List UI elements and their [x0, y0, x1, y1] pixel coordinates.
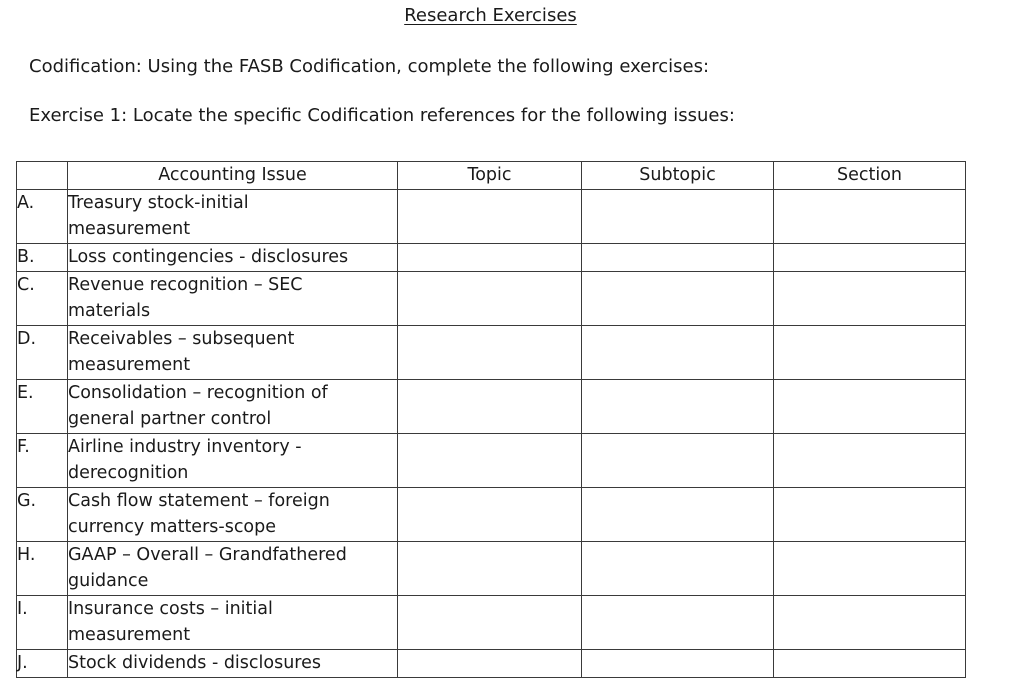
section-cell[interactable] — [774, 650, 966, 678]
issue-text: Cash flow statement – foreign currency matters-scope — [68, 491, 330, 537]
codification-instructions: Codification: Using the FASB Codification, complete the following exercises: — [29, 56, 710, 77]
header-topic: Topic — [398, 162, 582, 190]
section-cell[interactable] — [774, 488, 966, 542]
subtopic-cell[interactable] — [582, 272, 774, 326]
issue-text: Consolidation – recognition of general partner control — [68, 383, 328, 429]
topic-cell[interactable] — [398, 380, 582, 434]
header-letter — [17, 162, 68, 190]
section-cell[interactable] — [774, 434, 966, 488]
subtopic-cell[interactable] — [582, 380, 774, 434]
section-cell[interactable] — [774, 272, 966, 326]
issue-text: Revenue recognition – SEC materials — [68, 275, 303, 321]
exercise-1-prompt: Exercise 1: Locate the specific Codification references for the following issues: — [29, 105, 735, 126]
row-letter: E. — [17, 380, 68, 434]
header-subtopic: Subtopic — [582, 162, 774, 190]
document-title — [0, 4, 981, 28]
issue-text: Airline industry inventory - derecognition — [68, 437, 302, 483]
row-issue — [68, 190, 398, 244]
table-row — [17, 380, 966, 434]
topic-cell[interactable] — [398, 244, 582, 272]
table-row — [17, 596, 966, 650]
table-row — [17, 272, 966, 326]
row-letter: A. — [17, 190, 68, 244]
topic-cell[interactable] — [398, 272, 582, 326]
row-issue — [68, 542, 398, 596]
subtopic-cell[interactable] — [582, 596, 774, 650]
row-letter: C. — [17, 272, 68, 326]
subtopic-cell[interactable] — [582, 244, 774, 272]
table-row — [17, 244, 966, 272]
topic-cell[interactable] — [398, 542, 582, 596]
row-letter: F. — [17, 434, 68, 488]
row-letter: I. — [17, 596, 68, 650]
table-row — [17, 650, 966, 678]
row-issue — [68, 596, 398, 650]
table-row — [17, 542, 966, 596]
table-row — [17, 488, 966, 542]
issue-text: Insurance costs – initial measurement — [68, 599, 273, 645]
subtopic-cell[interactable] — [582, 434, 774, 488]
codification-reference-table — [16, 161, 966, 678]
row-letter: G. — [17, 488, 68, 542]
row-issue — [68, 244, 398, 272]
table-header-row — [17, 162, 966, 190]
issue-text: Loss contingencies - disclosures — [68, 247, 349, 267]
title-text: Research Exercises — [404, 5, 577, 26]
subtopic-cell[interactable] — [582, 326, 774, 380]
subtopic-cell[interactable] — [582, 650, 774, 678]
section-cell[interactable] — [774, 190, 966, 244]
row-letter: D. — [17, 326, 68, 380]
row-letter: B. — [17, 244, 68, 272]
section-cell[interactable] — [774, 244, 966, 272]
header-accounting-issue: Accounting Issue — [68, 162, 398, 190]
row-letter: J. — [17, 650, 68, 678]
row-issue — [68, 380, 398, 434]
issue-text: Stock dividends - disclosures — [68, 653, 321, 673]
topic-cell[interactable] — [398, 326, 582, 380]
row-issue — [68, 326, 398, 380]
subtopic-cell[interactable] — [582, 488, 774, 542]
header-section: Section — [774, 162, 966, 190]
subtopic-cell[interactable] — [582, 190, 774, 244]
row-issue — [68, 272, 398, 326]
table-row — [17, 326, 966, 380]
row-letter: H. — [17, 542, 68, 596]
section-cell[interactable] — [774, 380, 966, 434]
row-issue — [68, 650, 398, 678]
subtopic-cell[interactable] — [582, 542, 774, 596]
issue-text: Treasury stock-initial measurement — [68, 193, 249, 239]
topic-cell[interactable] — [398, 488, 582, 542]
topic-cell[interactable] — [398, 434, 582, 488]
section-cell[interactable] — [774, 326, 966, 380]
row-issue — [68, 434, 398, 488]
section-cell[interactable] — [774, 542, 966, 596]
section-cell[interactable] — [774, 596, 966, 650]
table-row — [17, 190, 966, 244]
topic-cell[interactable] — [398, 190, 582, 244]
topic-cell[interactable] — [398, 596, 582, 650]
issue-text: Receivables – subsequent measurement — [68, 329, 295, 375]
issue-text: GAAP – Overall – Grandfathered guidance — [68, 545, 347, 591]
row-issue — [68, 488, 398, 542]
topic-cell[interactable] — [398, 650, 582, 678]
table-row — [17, 434, 966, 488]
